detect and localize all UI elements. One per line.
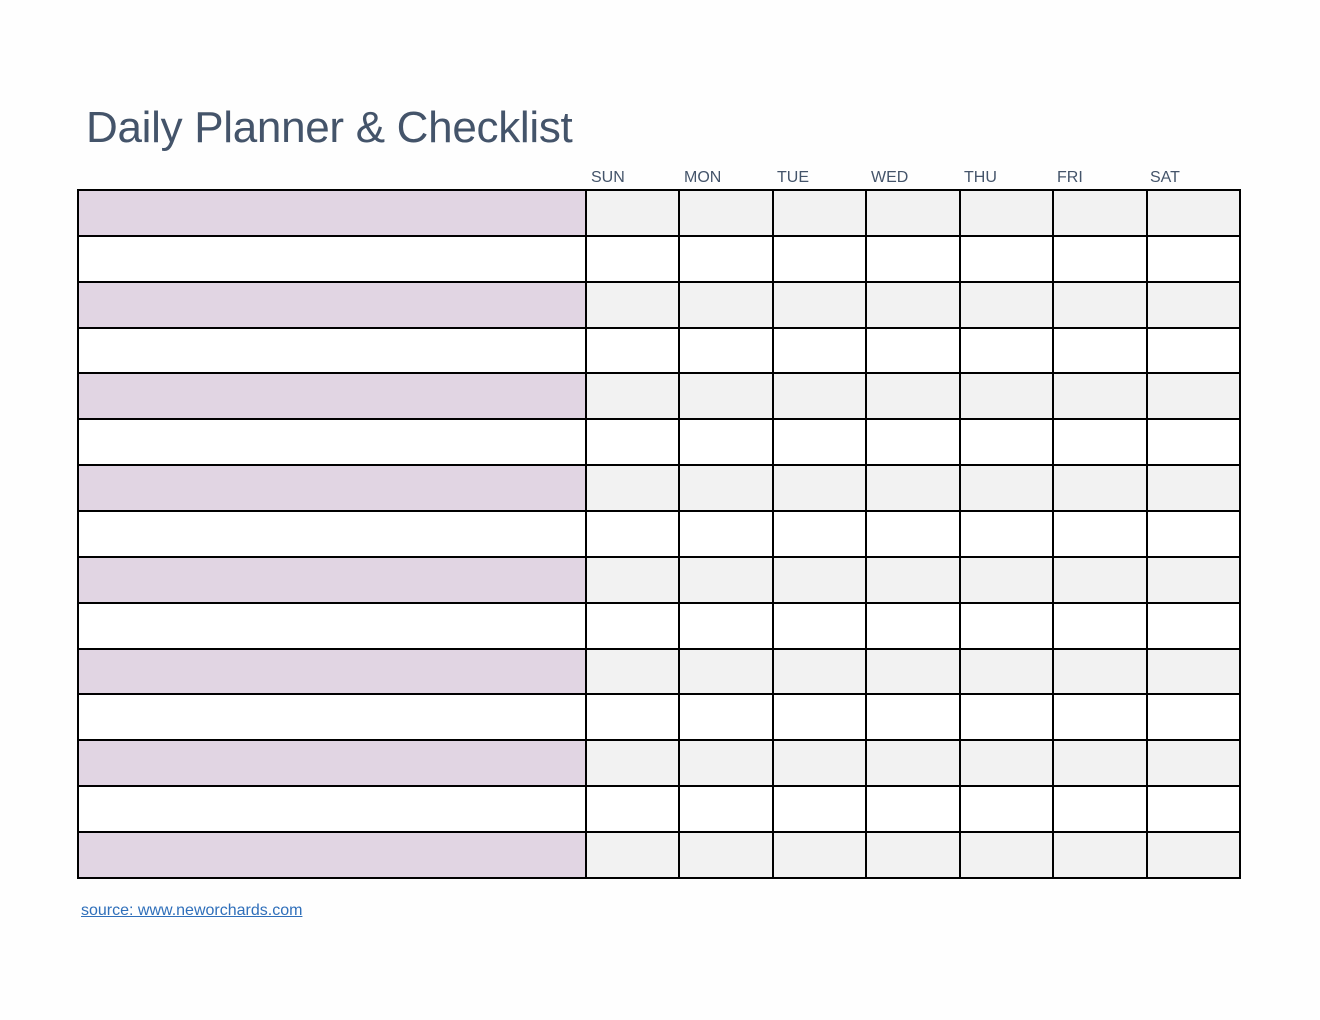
planner-row bbox=[78, 740, 1240, 786]
check-cell-mon[interactable] bbox=[679, 694, 772, 740]
check-cell-wed[interactable] bbox=[866, 557, 959, 603]
check-cell-sat[interactable] bbox=[1147, 557, 1240, 603]
check-cell-wed[interactable] bbox=[866, 511, 959, 557]
planner-body bbox=[78, 190, 1240, 878]
check-cell-mon[interactable] bbox=[679, 740, 772, 786]
check-cell-wed[interactable] bbox=[866, 419, 959, 465]
check-cell-sun[interactable] bbox=[586, 603, 679, 649]
check-cell-thu[interactable] bbox=[960, 557, 1053, 603]
check-cell-fri[interactable] bbox=[1053, 190, 1146, 236]
check-cell-sun[interactable] bbox=[586, 557, 679, 603]
check-cell-fri[interactable] bbox=[1053, 832, 1146, 878]
check-cell-thu[interactable] bbox=[960, 786, 1053, 832]
day-header-tue: TUE bbox=[777, 169, 809, 186]
check-cell-tue[interactable] bbox=[773, 282, 866, 328]
check-cell-sat[interactable] bbox=[1147, 465, 1240, 511]
check-cell-sun[interactable] bbox=[586, 786, 679, 832]
check-cell-tue[interactable] bbox=[773, 373, 866, 419]
check-cell-fri[interactable] bbox=[1053, 511, 1146, 557]
check-cell-fri[interactable] bbox=[1053, 557, 1146, 603]
planner-row bbox=[78, 557, 1240, 603]
check-cell-wed[interactable] bbox=[866, 236, 959, 282]
check-cell-fri[interactable] bbox=[1053, 282, 1146, 328]
check-cell-sun[interactable] bbox=[586, 282, 679, 328]
check-cell-thu[interactable] bbox=[960, 282, 1053, 328]
task-cell[interactable] bbox=[78, 328, 586, 374]
check-cell-wed[interactable] bbox=[866, 649, 959, 695]
planner-row bbox=[78, 694, 1240, 740]
planner-row bbox=[78, 190, 1240, 236]
check-cell-sun[interactable] bbox=[586, 190, 679, 236]
check-cell-mon[interactable] bbox=[679, 557, 772, 603]
check-cell-thu[interactable] bbox=[960, 740, 1053, 786]
check-cell-fri[interactable] bbox=[1053, 649, 1146, 695]
task-cell[interactable] bbox=[78, 694, 586, 740]
check-cell-wed[interactable] bbox=[866, 373, 959, 419]
task-cell[interactable] bbox=[78, 282, 586, 328]
task-cell[interactable] bbox=[78, 236, 586, 282]
check-cell-mon[interactable] bbox=[679, 786, 772, 832]
day-header-thu: THU bbox=[964, 169, 997, 186]
check-cell-thu[interactable] bbox=[960, 649, 1053, 695]
check-cell-tue[interactable] bbox=[773, 694, 866, 740]
check-cell-sat[interactable] bbox=[1147, 236, 1240, 282]
check-cell-mon[interactable] bbox=[679, 511, 772, 557]
check-cell-fri[interactable] bbox=[1053, 373, 1146, 419]
check-cell-wed[interactable] bbox=[866, 282, 959, 328]
check-cell-fri[interactable] bbox=[1053, 740, 1146, 786]
check-cell-thu[interactable] bbox=[960, 419, 1053, 465]
task-cell[interactable] bbox=[78, 373, 586, 419]
check-cell-thu[interactable] bbox=[960, 373, 1053, 419]
check-cell-fri[interactable] bbox=[1053, 328, 1146, 374]
day-header-mon: MON bbox=[684, 169, 722, 186]
check-cell-thu[interactable] bbox=[960, 511, 1053, 557]
check-cell-wed[interactable] bbox=[866, 832, 959, 878]
check-cell-wed[interactable] bbox=[866, 740, 959, 786]
check-cell-mon[interactable] bbox=[679, 465, 772, 511]
check-cell-thu[interactable] bbox=[960, 190, 1053, 236]
check-cell-fri[interactable] bbox=[1053, 236, 1146, 282]
task-cell[interactable] bbox=[78, 419, 586, 465]
planner-row bbox=[78, 373, 1240, 419]
task-cell[interactable] bbox=[78, 832, 586, 878]
check-cell-tue[interactable] bbox=[773, 786, 866, 832]
check-cell-sat[interactable] bbox=[1147, 373, 1240, 419]
check-cell-fri[interactable] bbox=[1053, 694, 1146, 740]
check-cell-mon[interactable] bbox=[679, 373, 772, 419]
check-cell-sun[interactable] bbox=[586, 465, 679, 511]
check-cell-sat[interactable] bbox=[1147, 511, 1240, 557]
check-cell-sun[interactable] bbox=[586, 740, 679, 786]
check-cell-tue[interactable] bbox=[773, 511, 866, 557]
planner-row bbox=[78, 236, 1240, 282]
check-cell-thu[interactable] bbox=[960, 465, 1053, 511]
planner-row bbox=[78, 282, 1240, 328]
source-link[interactable]: source: www.neworchards.com bbox=[81, 902, 303, 919]
check-cell-sat[interactable] bbox=[1147, 282, 1240, 328]
check-cell-wed[interactable] bbox=[866, 786, 959, 832]
task-cell[interactable] bbox=[78, 557, 586, 603]
check-cell-wed[interactable] bbox=[866, 465, 959, 511]
planner-row bbox=[78, 465, 1240, 511]
check-cell-tue[interactable] bbox=[773, 649, 866, 695]
planner-row bbox=[78, 832, 1240, 878]
check-cell-tue[interactable] bbox=[773, 328, 866, 374]
check-cell-tue[interactable] bbox=[773, 740, 866, 786]
check-cell-mon[interactable] bbox=[679, 282, 772, 328]
task-cell[interactable] bbox=[78, 603, 586, 649]
day-header-wed: WED bbox=[871, 169, 909, 186]
check-cell-fri[interactable] bbox=[1053, 465, 1146, 511]
check-cell-tue[interactable] bbox=[773, 190, 866, 236]
planner-table bbox=[77, 189, 1241, 879]
planner-row bbox=[78, 649, 1240, 695]
check-cell-tue[interactable] bbox=[773, 465, 866, 511]
check-cell-sat[interactable] bbox=[1147, 603, 1240, 649]
check-cell-sat[interactable] bbox=[1147, 832, 1240, 878]
task-cell[interactable] bbox=[78, 190, 586, 236]
check-cell-tue[interactable] bbox=[773, 557, 866, 603]
planner-row bbox=[78, 419, 1240, 465]
planner-row bbox=[78, 328, 1240, 374]
check-cell-sat[interactable] bbox=[1147, 649, 1240, 695]
check-cell-tue[interactable] bbox=[773, 603, 866, 649]
check-cell-sat[interactable] bbox=[1147, 786, 1240, 832]
check-cell-sun[interactable] bbox=[586, 373, 679, 419]
check-cell-wed[interactable] bbox=[866, 190, 959, 236]
check-cell-sun[interactable] bbox=[586, 511, 679, 557]
page-title: Daily Planner & Checklist bbox=[86, 103, 573, 152]
planner-row bbox=[78, 786, 1240, 832]
check-cell-sun[interactable] bbox=[586, 694, 679, 740]
check-cell-mon[interactable] bbox=[679, 832, 772, 878]
day-header-sun: SUN bbox=[591, 169, 625, 186]
check-cell-mon[interactable] bbox=[679, 236, 772, 282]
check-cell-mon[interactable] bbox=[679, 190, 772, 236]
check-cell-tue[interactable] bbox=[773, 832, 866, 878]
check-cell-wed[interactable] bbox=[866, 603, 959, 649]
check-cell-wed[interactable] bbox=[866, 694, 959, 740]
check-cell-mon[interactable] bbox=[679, 603, 772, 649]
check-cell-thu[interactable] bbox=[960, 328, 1053, 374]
task-cell[interactable] bbox=[78, 649, 586, 695]
check-cell-wed[interactable] bbox=[866, 328, 959, 374]
check-cell-sun[interactable] bbox=[586, 649, 679, 695]
day-header-sat: SAT bbox=[1150, 169, 1180, 186]
check-cell-sat[interactable] bbox=[1147, 740, 1240, 786]
check-cell-fri[interactable] bbox=[1053, 786, 1146, 832]
check-cell-thu[interactable] bbox=[960, 832, 1053, 878]
planner-row bbox=[78, 511, 1240, 557]
check-cell-fri[interactable] bbox=[1053, 419, 1146, 465]
check-cell-sun[interactable] bbox=[586, 419, 679, 465]
task-cell[interactable] bbox=[78, 511, 586, 557]
check-cell-sun[interactable] bbox=[586, 328, 679, 374]
check-cell-sat[interactable] bbox=[1147, 328, 1240, 374]
check-cell-thu[interactable] bbox=[960, 603, 1053, 649]
check-cell-mon[interactable] bbox=[679, 419, 772, 465]
check-cell-sat[interactable] bbox=[1147, 694, 1240, 740]
check-cell-fri[interactable] bbox=[1053, 603, 1146, 649]
check-cell-tue[interactable] bbox=[773, 419, 866, 465]
day-header-fri: FRI bbox=[1057, 169, 1083, 186]
task-cell[interactable] bbox=[78, 465, 586, 511]
check-cell-tue[interactable] bbox=[773, 236, 866, 282]
check-cell-mon[interactable] bbox=[679, 328, 772, 374]
check-cell-mon[interactable] bbox=[679, 649, 772, 695]
planner-row bbox=[78, 603, 1240, 649]
task-cell[interactable] bbox=[78, 740, 586, 786]
check-cell-sun[interactable] bbox=[586, 236, 679, 282]
check-cell-thu[interactable] bbox=[960, 236, 1053, 282]
check-cell-sat[interactable] bbox=[1147, 419, 1240, 465]
check-cell-sun[interactable] bbox=[586, 832, 679, 878]
check-cell-sat[interactable] bbox=[1147, 190, 1240, 236]
day-header-row bbox=[0, 167, 1320, 189]
task-cell[interactable] bbox=[78, 786, 586, 832]
check-cell-thu[interactable] bbox=[960, 694, 1053, 740]
